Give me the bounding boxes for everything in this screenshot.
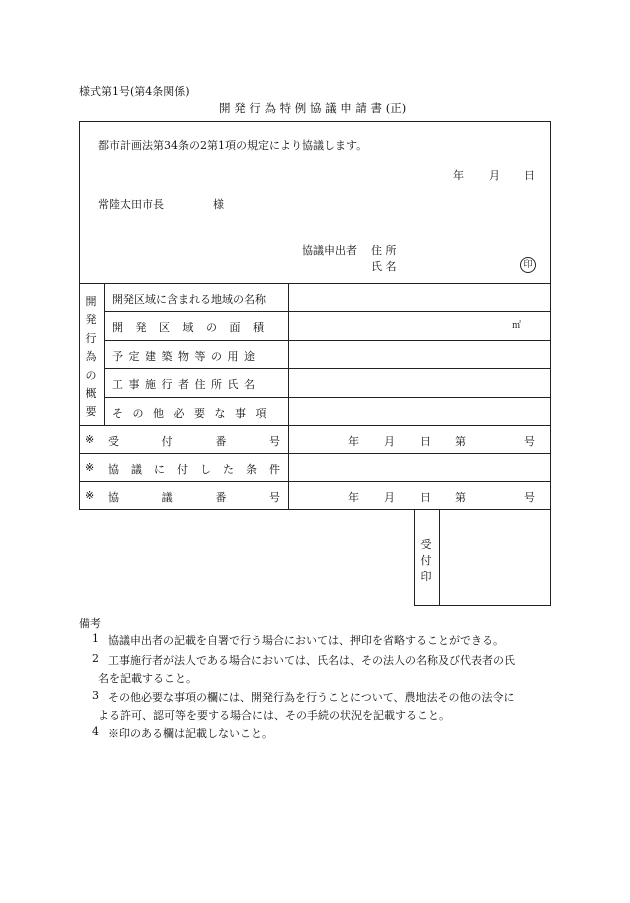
overview-char: 行 [85, 331, 97, 345]
reception-year: 年 [348, 435, 359, 448]
addressee: 常陸太田市長 [98, 198, 164, 211]
consultation-dai: 第 [455, 491, 466, 504]
stamp-char: 付 [420, 554, 432, 567]
label-char: 付 [161, 435, 173, 448]
overview-group-label [84, 293, 98, 422]
seal-mark [520, 257, 536, 273]
name-label: 氏 名 [371, 260, 397, 273]
area-unit: ㎡ [512, 321, 522, 331]
reception-go: 号 [524, 435, 535, 448]
consultation-month: 月 [384, 491, 395, 504]
date-day: 日 [524, 169, 535, 182]
consultation-label [108, 489, 280, 505]
note-number: 1 [92, 632, 99, 645]
page-title: 開 発 行 為 特 例 協 議 申 請 書 (正) [219, 101, 407, 115]
label-char: 号 [268, 491, 280, 504]
overview-char: 為 [85, 350, 97, 364]
note-number: 4 [92, 725, 99, 738]
note-text: ※印のある欄は記載しないこと。 [108, 727, 273, 740]
overview-row-value[interactable] [296, 405, 541, 419]
label-char: 受 [108, 435, 119, 448]
reception-label [108, 433, 280, 449]
note-number: 3 [92, 689, 99, 702]
overview-row-label: そ の 他 必 要 な 事 項 [112, 407, 267, 420]
overview-row-value[interactable] [296, 376, 541, 390]
label-char: 協 [108, 463, 119, 476]
overview-char: の [85, 368, 97, 382]
overview-row-label: 開 発 区 域 の 面 積 [112, 321, 264, 334]
statement: 都市計画法第34条の2第1項の規定により協議します。 [98, 139, 368, 152]
consultation-year: 年 [348, 491, 359, 504]
label-char: 番 [215, 491, 227, 504]
overview-row-label: 開発区域に含まれる地域の名称 [112, 293, 266, 306]
reception-month: 月 [384, 435, 395, 448]
stamp-char: 受 [420, 538, 432, 551]
note-text: その他必要な事項の欄には、開発行為を行うことについて、農地法その他の法令に [108, 691, 515, 704]
overview-row-value[interactable] [296, 319, 496, 333]
label-char: 番 [215, 435, 227, 448]
overview-row-value[interactable] [296, 348, 541, 362]
overview-char: 発 [85, 313, 97, 327]
reception-stamp-label [419, 537, 433, 585]
label-char: し [200, 463, 211, 476]
overview-char: 要 [85, 405, 97, 419]
address-label: 住 所 [371, 244, 397, 257]
notes-heading: 備考 [79, 617, 101, 630]
label-char: 議 [131, 463, 142, 476]
seal-char: 印 [523, 260, 533, 270]
note-text: 工事施行者が法人である場合においては、氏名は、その法人の名称及び代表者の氏 [108, 654, 515, 667]
note-text-cont: 名を記載すること。 [98, 672, 197, 685]
reception-mark: ※ [85, 433, 95, 446]
applicant-label: 協議申出者 [302, 244, 357, 257]
consultation-mark: ※ [85, 489, 95, 502]
overview-row-label: 工 事 施 行 者 住 所 氏 名 [112, 378, 255, 391]
date-month: 月 [489, 169, 500, 182]
note-text: 協議申出者の記載を自署で行う場合においては、押印を省略することができる。 [108, 634, 504, 647]
label-char: た [223, 463, 234, 476]
label-char: 協 [108, 491, 119, 504]
conditions-mark: ※ [85, 461, 95, 474]
label-char: に [154, 463, 165, 476]
note-text-cont: よる許可、認可等を要する場合には、その手続の状況を記載すること。 [98, 709, 450, 722]
consultation-day: 日 [420, 491, 431, 504]
date-year: 年 [453, 169, 464, 182]
label-char: 付 [177, 463, 188, 476]
overview-row-value[interactable] [296, 291, 541, 305]
reception-day: 日 [420, 435, 431, 448]
overview-char: 概 [85, 387, 97, 401]
reception-dai: 第 [455, 435, 466, 448]
consultation-go: 号 [524, 491, 535, 504]
overview-char: 開 [85, 295, 97, 308]
overview-row-label: 予 定 建 築 物 等 の 用 途 [112, 350, 255, 363]
label-char: 号 [268, 435, 280, 448]
honorific: 様 [213, 198, 224, 211]
label-char: 議 [161, 491, 173, 504]
conditions-label [108, 461, 280, 477]
note-number: 2 [92, 652, 99, 665]
form-number: 様式第1号(第4条関係) [79, 85, 190, 98]
label-char: 件 [269, 463, 280, 476]
label-char: 条 [246, 463, 257, 476]
stamp-char: 印 [420, 570, 432, 583]
